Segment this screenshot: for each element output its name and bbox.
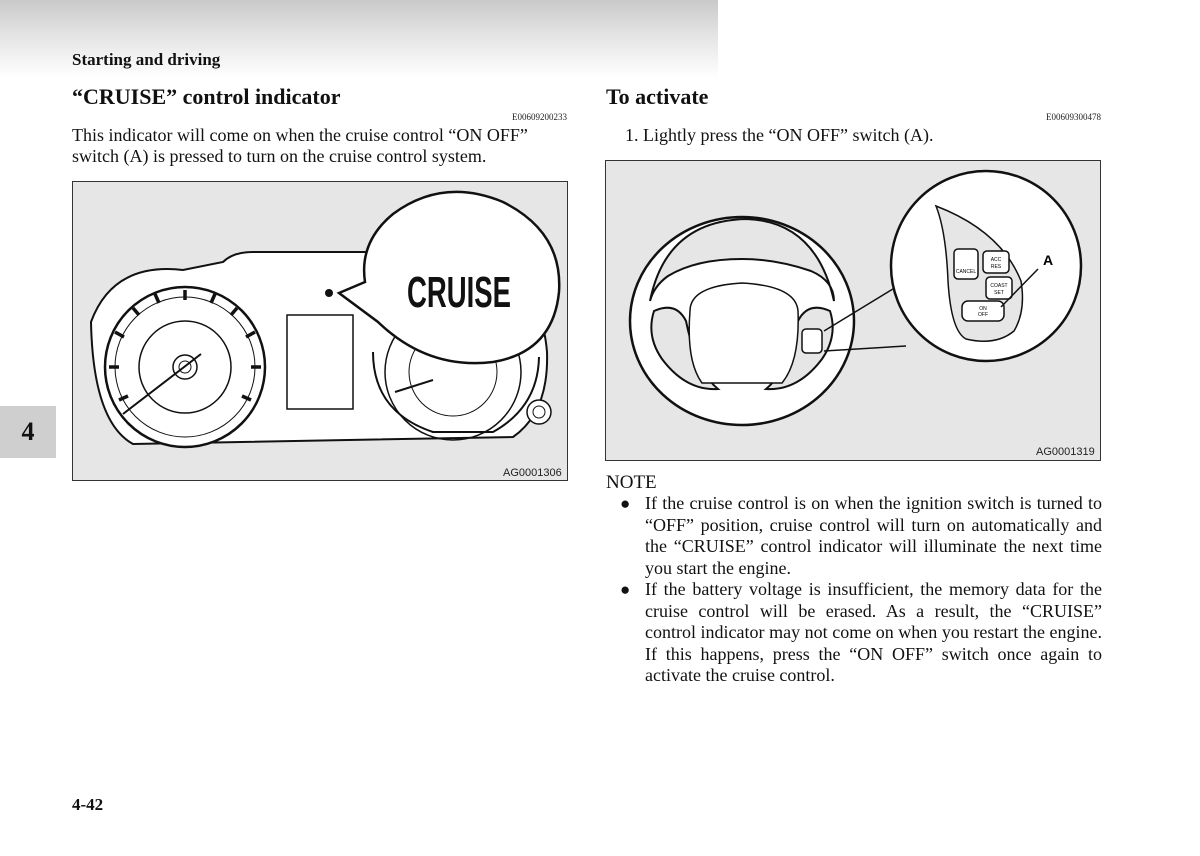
- steering-wheel-illustration: [606, 161, 1100, 460]
- steering-wheel-figure: [605, 160, 1101, 461]
- page-number: 4-42: [72, 795, 104, 814]
- coast-label: COAST: [990, 283, 1008, 289]
- cruise-callout-text: CRUISE: [407, 268, 511, 317]
- cruise-indicator-heading: “CRUISE” control indicator: [72, 84, 341, 109]
- switch-a-label: A: [1042, 252, 1054, 268]
- chapter-tab: 4: [0, 406, 56, 458]
- note-list: [620, 493, 1102, 687]
- cruise-indicator-description: This indicator will come on when the cruise control “ON OFF” switch (A) is pressed to turn on the cruise control system.: [72, 125, 528, 166]
- note-item: [620, 579, 1102, 687]
- bullet-icon: ●: [620, 494, 631, 513]
- figure-id-left: AG0001306: [503, 467, 562, 479]
- instrument-cluster-illustration: [73, 182, 567, 480]
- instrument-cluster-figure: [72, 181, 568, 481]
- bullet-icon: ●: [620, 580, 631, 599]
- note-item-text: If the cruise control is on when the ignition switch is turned to “OFF” position, cruise control will turn on automatically and the “CRUISE” control indicator will illuminate the next time you start the engine.: [645, 493, 1102, 578]
- note-item: [620, 493, 1102, 579]
- to-activate-code: E00609300478: [1046, 112, 1101, 122]
- off-label: OFF: [978, 312, 988, 318]
- section-label: Starting and driving: [72, 50, 221, 69]
- to-activate-heading: To activate: [606, 84, 709, 109]
- on-label: ON: [979, 306, 987, 312]
- cruise-indicator-code: E00609200233: [512, 112, 567, 122]
- note-item-text: If the battery voltage is insufficient, the memory data for the cruise control will be erased. As a result, the “CRUISE” control indicator may not come on when you restart the engine. If this happens, press the “ON OFF” switch once again to activate the cruise control.: [645, 579, 1102, 685]
- indicator-dot: [325, 289, 333, 297]
- acc-label: ACC: [990, 257, 1002, 263]
- cancel-label: CANCEL: [955, 269, 977, 275]
- activate-step-1: 1. Lightly press the “ON OFF” switch (A).: [625, 125, 934, 145]
- res-label: RES: [990, 264, 1002, 270]
- set-label: SET: [994, 290, 1004, 296]
- note-title: NOTE: [606, 472, 657, 493]
- figure-id-right: AG0001319: [1036, 446, 1095, 458]
